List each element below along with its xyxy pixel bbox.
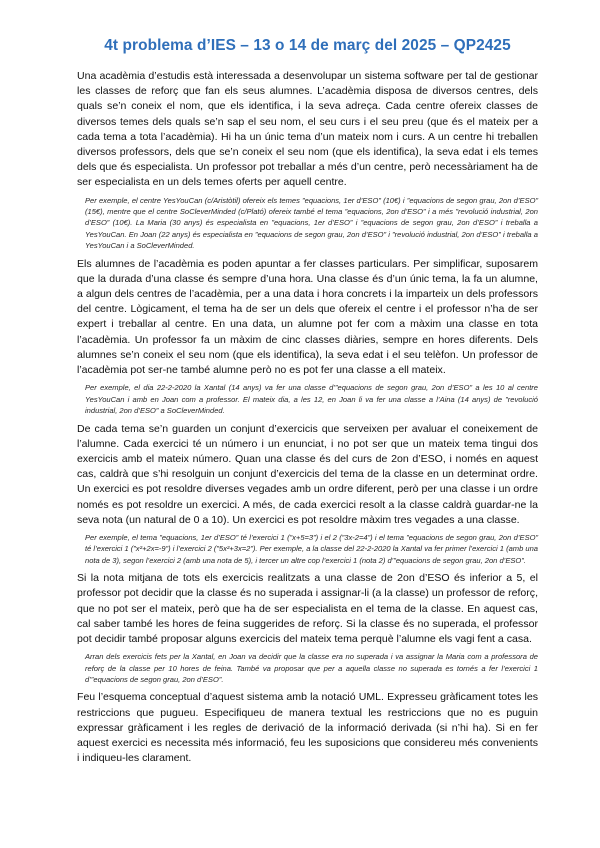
paragraph-instructions: Feu l’esquema conceptual d’aquest sistema amb la notació UML. Expresseu gràficament totes les restriccions que pugueu. Especifiqueu de manera textual les restriccions que no es puguin expressar gràficament i les regles de derivació de la informació derivada (si n’hi ha). Si en fer aquest exercici es necessita més informació, feu les suposicions que considereu més convenients i indiqueu-les clarament. <box>77 691 538 765</box>
example-reinforcement: Arran dels exercicis fets per la Xantal, en Joan va decidir que la classe era no superada i va assignar la Maria com a professora de reforç de la classe per 10 hores de feina. També va proposar que per a aquella classe no superada es tornés a fer l’exercici 1 d’”equacions de segon grau, 2on d’ESO”. <box>85 652 538 684</box>
paragraph-reinforcement: Si la nota mitjana de tots els exercicis realitzats a una classe de 2on d’ESO és inferior a 5, el professor pot decidir que la classe és no superada i assignar-li (a la classe) un professor de reforç, que no pot ser el mateix, però que ha de ser especialista en el tema de la classe. En aquest cas, cal saber també les hores de feina suggerides de reforç. Si la classe és no superada, el professor pot decidir també proposar alguns exercicis del mateix tema perquè l’alumne els vagi fent a casa. <box>77 572 538 645</box>
paragraph-exercises: De cada tema se’n guarden un conjunt d’exercicis que serveixen per avaluar el coneixement de l’alumne. Cada exercici té un número i un enunciat, i no pot ser que un mateix tema tingui dos exercicis amb el mateix número. Quan una classe és del curs de 2on d’ESO, i només en aquest cas, caldrà que s’hi resolguin un conjunt d’exercicis del tema de la classe en un determinat ordre. Un exercici es pot resoldre diverses vegades amb un ordre diferent, però per una classe i un ordre només es pot resoldre un exercici. A més, de cada exercici resolt a la classe caldrà guardar-ne la seva nota (un natural de 0 a 10). Un exercici es pot resoldre màxim tres vegades a una classe. <box>77 422 538 526</box>
paragraph-intro: Una acadèmia d’estudis està interessada a desenvolupar un sistema software per tal de gestionar les classes de reforç que fan els seus alumnes. L’acadèmia disposa de diversos centres, dels quals se’n coneix el nom, que els identifica, i la seva adreça. Cada centre ofereix classes de diversos temes dels quals se’n sap el seu nom, el seu curs i el seu preu (que és el mateix per a cada tema a tota l’acadèmia). Hi ha un únic tema d’un mateix nom i curs. A un centre hi treballen diversos professors, dels que se’n coneix el seu nom (que els identifica), la seva edat i els temes dels que és especialista. Un professor pot treballar a més d’un centre, però necessàriament ha de ser especialista en un dels temes oferts per aquell centre. <box>77 70 538 189</box>
example-centres: Per exemple, el centre YesYouCan (c/Aristòtil) ofereix els temes ”equacions, 1er d’ESO” (10€) i ”equacions de segon grau, 2on d’ESO” (15€), mentre que el centre SoCleverMinded (c/Plató) ofereix també el tema ”equacions, 2on d’ESO” i a més ”revolució industrial, 2on d’ESO” (10€). La Maria (30 anys) és especialista en ”equacions, 1er d’ESO” i ”equacions de segon grau, 2on d’ESO” i treballa a YesYouCan. En Joan (22 anys) és especialista en ”equacions de segon grau, 2on d’ESO” i ”revolució industrial, 2on d’ESO” i treballa a YesYouCan i a SoCleverMinded. <box>85 195 538 251</box>
example-exercises: Per exemple, el tema ”equacions, 1er d’ESO” té l’exercici 1 (”x+5=3”) i el 2 (”3x-2=4”) i el tema ”equacions de segon grau, 2on d’ESO” té l’exercici 1 (”x²+2x=-9”) i l’exercici 2 (”5x²+3x=2”). Per exemple, a la classe del 22-2-2020 la Xantal va fer primer l’exercici 1 (amb una nota de 3), segon l’exercici 2 (amb una nota de 5), i tercer un altre cop l’exercici 1 (nota 2) d’”equacions de segon grau, 2on d’ESO”. <box>85 532 538 565</box>
page-title: 4t problema d’IES – 13 o 14 de març del 2025 – QP2425 <box>104 37 511 54</box>
paragraph-classes: Els alumnes de l’acadèmia es poden apuntar a fer classes particulars. Per simplificar, suposarem que la durada d’una classe és sempre d’una hora. Una classe és d’un únic tema, la fa un alumne, a algun dels centres de l’acadèmia, per a una data i hora concrets i la imparteix un dels professors del centre. Lògicament, el tema ha de ser un dels que ofereix el centre i el professor n’ha de ser expert i treballar al centre. En una data, un alumne pot fer com a màxim una classe en tota l’acadèmia. Un professor fa un màxim de cinc classes diàries, sempre en hores diferents. Dels alumnes se’n coneix el seu nom (que els identifica), la seva edat i el seu telèfon. Un professor de l’acadèmia pot ser-ne també alumne però no es pot fer una classe a ell mateix. <box>77 257 538 377</box>
example-classes: Per exemple, el dia 22-2-2020 la Xantal (14 anys) va fer una classe d’”equacions de segon grau, 2on d’ESO” a les 10 al centre YesYouCan i amb en Joan com a professor. El mateix dia, a les 12, en Joan li va fer una classe a l’Aina (14 anys) de ”revolució industrial, 2on d’ESO” a SoCleverMinded. <box>85 383 538 416</box>
